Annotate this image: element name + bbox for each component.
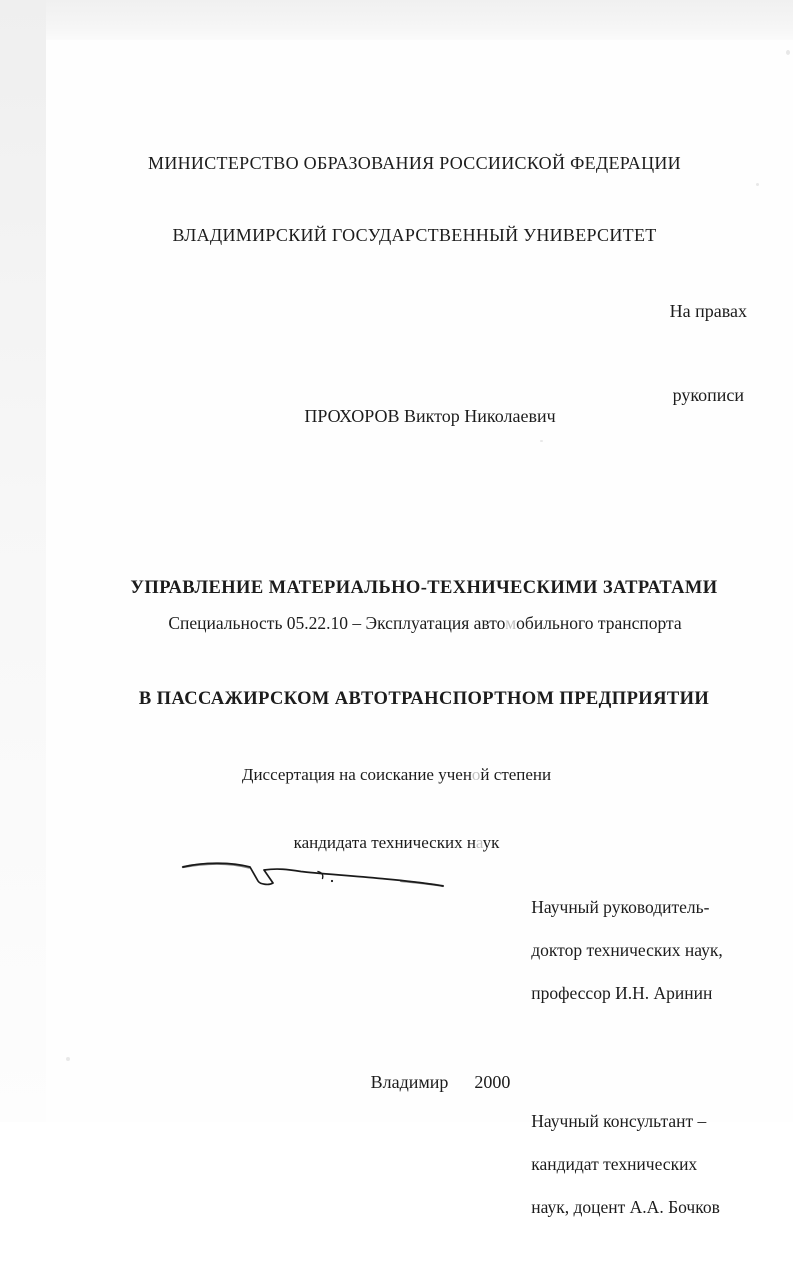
consultant-line1: Научный консультант – (531, 1111, 707, 1131)
scan-speck (66, 1057, 70, 1061)
title-line2: В ПАССАЖИРСКОМ АВТОТРАНСПОРТНОМ ПРЕДПРИЯТИИ (138, 689, 710, 709)
city-year-line (70, 1051, 793, 1114)
dissertation-line2: кандидата технических наук (293, 832, 500, 852)
supervisor-line2: доктор технических наук, (531, 939, 723, 960)
signature-stroke (165, 850, 455, 900)
ministry-line2: ВЛАДИМИРСКИЙ ГОСУДАРСТВЕННЫЙ УНИВЕРСИТЕТ (172, 225, 657, 245)
supervisor-paragraph (505, 875, 723, 1026)
manuscript-note-line2: рукописи (672, 385, 745, 405)
specialty-text-cont: обильного транспорта (516, 613, 682, 633)
consultant-line3: наук, доцент А.А. Бочков (531, 1197, 720, 1217)
scan-edge-top (0, 0, 793, 40)
scan-speck (756, 183, 759, 186)
manuscript-rights-note (670, 241, 747, 465)
manuscript-note-line1: На правах (669, 301, 747, 321)
scan-speck (368, 692, 371, 695)
specialty-line (57, 613, 793, 634)
scan-speck (540, 440, 543, 442)
ministry-line1: МИНИСТЕРСТВО ОБРАЗОВАНИЯ РОССИИСКОЙ ФЕДЕРАЦИИ (148, 153, 681, 173)
consultant-line2: кандидат технических (531, 1154, 698, 1174)
supervisor-line3: профессор И.Н. Аринин (531, 982, 713, 1003)
supervisor-line1: Научный руководитель- (531, 896, 710, 917)
handwritten-signature (165, 850, 455, 905)
city-label: Владимир (370, 1072, 449, 1092)
specialty-text: Специальность 05.22.10 – Эксплуатация авто (168, 613, 506, 633)
dissertation-line1: Диссертация на соискание ученой степени (241, 765, 552, 784)
specialty-faded-letter: м (505, 613, 517, 633)
title-line1: УПРАВЛЕНИЕ МАТЕРИАЛЬНО-ТЕХНИЧЕСКИМИ ЗАТРАТАМИ (130, 578, 718, 598)
year-label: 2000 (474, 1072, 511, 1092)
scan-speck (786, 50, 790, 55)
author-name: ПРОХОРОВ Виктор Николаевич (304, 406, 556, 426)
